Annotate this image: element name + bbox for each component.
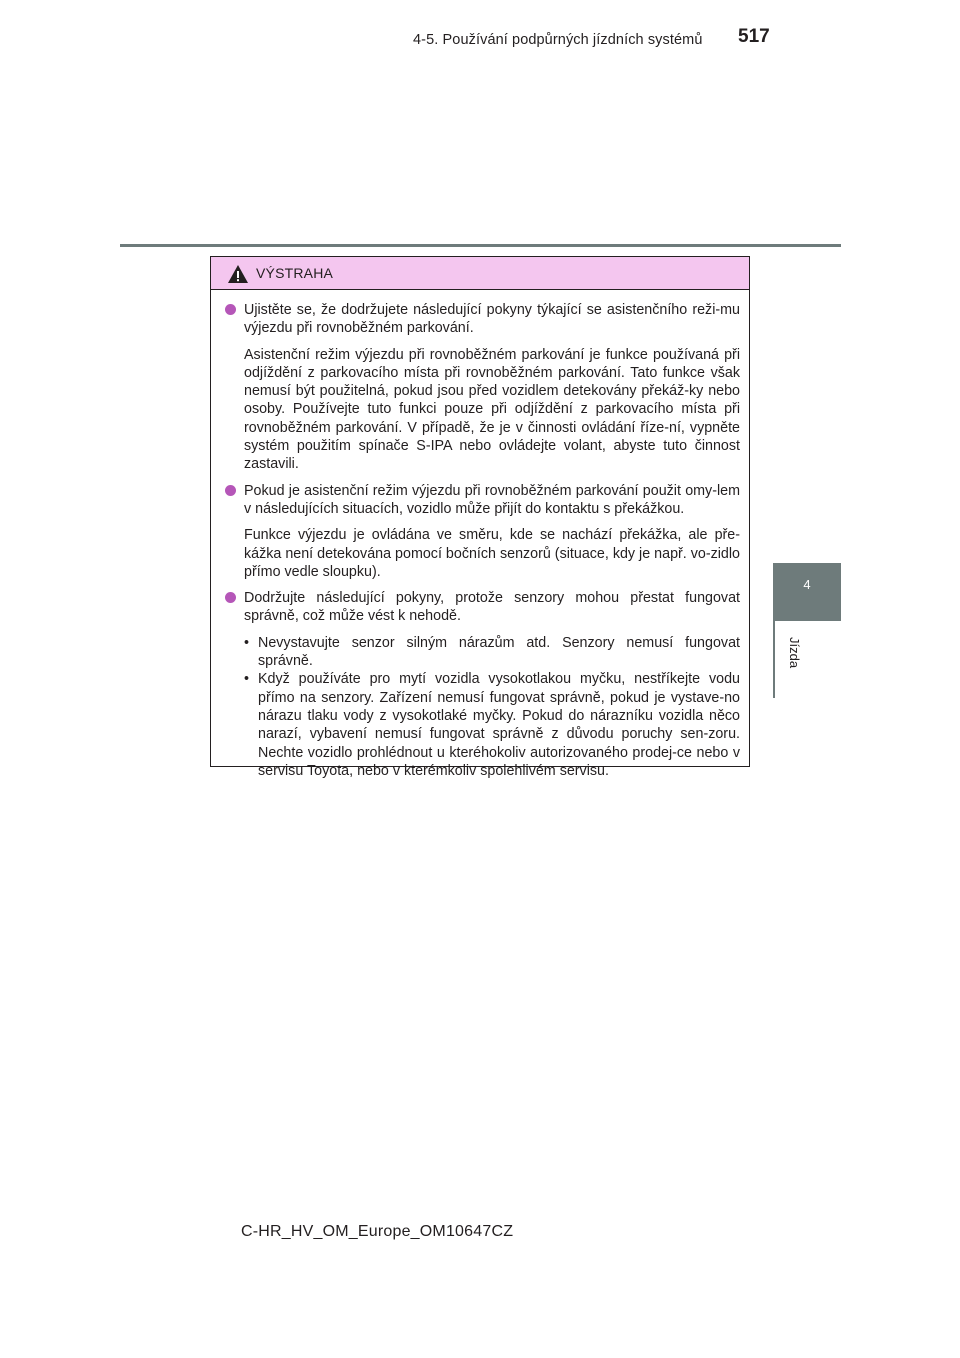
sub-list-item bbox=[244, 634, 740, 671]
sub-item-text: Nevystavujte senzor silným nárazům atd. Senzory nemusí fungovat správně. bbox=[258, 634, 740, 670]
warning-title: VÝSTRAHA bbox=[256, 265, 334, 281]
chapter-tab-label: Jízda bbox=[787, 637, 802, 669]
warning-bullet-2 bbox=[225, 482, 740, 519]
header-rule bbox=[120, 244, 841, 247]
warning-bullet-3 bbox=[225, 589, 740, 626]
bullet-text: Dodržujte následující pokyny, protože senzory mohou přestat fungovat správně, což může vést k nehodě. bbox=[244, 590, 740, 625]
document-code: C-HR_HV_OM_Europe_OM10647CZ bbox=[241, 1223, 514, 1240]
bullet-dot-icon bbox=[225, 304, 236, 315]
bullet-text: Ujistěte se, že dodržujete následující pokyny týkající se asistenčního reži-mu výjezdu při rovnoběžném parkování. bbox=[244, 302, 740, 337]
sub-bullet-icon: • bbox=[244, 671, 250, 688]
warning-box bbox=[210, 256, 750, 779]
warning-bullet-1 bbox=[225, 301, 740, 338]
section-title: 4-5. Používání podpůrných jízdních systémů bbox=[413, 32, 703, 48]
warning-triangle-icon bbox=[227, 264, 249, 284]
chapter-tab-number: 4 bbox=[773, 563, 841, 621]
warning-header bbox=[211, 257, 749, 290]
sub-list bbox=[225, 634, 740, 780]
sub-list-item bbox=[244, 670, 740, 780]
bullet-paragraph: Asistenční režim výjezdu při rovnoběžném parkování je funkce používaná při odjíždění z parkovacího místa při rovnoběžném parkování. Tato funkce však nemusí být použitelná, pokud jsou před vozidlem detekovány překáž-ky nebo osoby. Používejte tuto funkci pouze při odjíždění z parkovacího místa při rovnoběžném parkování. V případě, že je v činnosti ovládání říze-ní, vypněte systém použitím spínače S-IPA nebo ovládejte volant, abyste tuto činnost zastavili. bbox=[244, 346, 740, 473]
warning-body bbox=[211, 290, 749, 780]
bullet-dot-icon bbox=[225, 592, 236, 603]
bullet-text: Pokud je asistenční režim výjezdu při rovnoběžném parkování použit omy-lem v následujících situacích, vozidlo může přijít do kontaktu s překážkou. bbox=[244, 482, 740, 517]
bullet-paragraph: Funkce výjezdu je ovládána ve směru, kde se nachází překážka, ale pře-kážka není detekována pomocí bočních senzorů (situace, kdy je např. vo-zidlo přímo vedle sloupku). bbox=[244, 527, 740, 580]
chapter-tab-frame bbox=[773, 621, 841, 698]
sub-bullet-icon: • bbox=[244, 634, 250, 651]
bullet-dot-icon bbox=[225, 485, 236, 496]
sub-item-text: Když používáte pro mytí vozidla vysokotlakou myčku, nestříkejte vodu přímo na senzory. Zařízení nemusí fungovat správně, pokud je vystave-no nárazu tlaku vody z vysokotlaké myčky. Pokud do nárazníku vozidla něco narazí, vybavení nemusí fungovat správně z důvodu poruchy sen-zoru. Nechte vozidlo prohlédnout u kteréhokoliv autorizovaného prodej-ce nebo v servisu Toyota, nebo v kterémkoliv spolehlivém servisu. bbox=[258, 671, 740, 779]
page-number: 517 bbox=[738, 26, 770, 47]
